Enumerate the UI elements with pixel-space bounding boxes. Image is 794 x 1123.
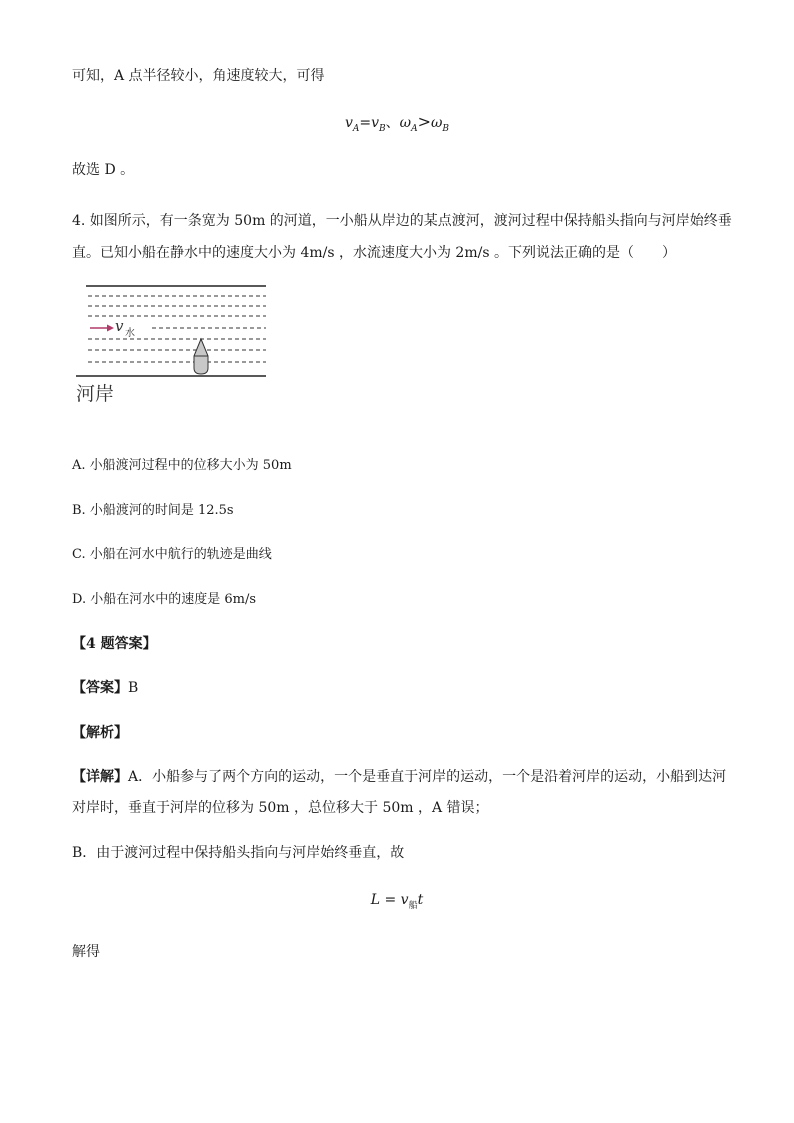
eq-wa-sub: A <box>411 123 418 134</box>
eq2-t: t <box>417 892 424 908</box>
equation-distance <box>0 890 794 916</box>
eq2-equals: = <box>380 892 401 908</box>
eq2-lhs: L <box>370 892 381 908</box>
eq-vb-sub: B <box>379 123 386 134</box>
detail-line-2: 对岸时，垂直于河岸的位移为 50m ，总位移大于 50m ，A 错误； <box>72 800 489 816</box>
detail-label: 【详解】 <box>72 769 128 785</box>
option-c: C. 小船在河水中航行的轨迹是曲线 <box>72 547 272 562</box>
question-4-stem-line-2: 直。已知小船在静水中的速度大小为 4m/s ，水流速度大小为 2m/s 。下列说法正确的是（ ） <box>72 245 676 261</box>
answer-line <box>72 678 138 698</box>
eq-separator: 、 <box>385 115 400 131</box>
eq2-v: v <box>400 892 409 908</box>
water-velocity-arrow-head <box>107 325 114 332</box>
option-a: A. 小船渡河过程中的位移大小为 50m <box>72 458 292 473</box>
water-velocity-label: v <box>115 317 124 335</box>
text-line-conclusion: 可知，A 点半径较小，角速度较大，可得 <box>72 68 325 84</box>
eq-va-sub: A <box>352 123 360 134</box>
eq2-v-sub: 船 <box>408 900 418 911</box>
text-line-solve: 解得 <box>72 944 100 960</box>
text-line-answer-d: 故选 D 。 <box>72 162 135 178</box>
water-velocity-sub: 水 <box>125 328 135 339</box>
eq-wa: ω <box>399 115 412 131</box>
detail-line-1 <box>72 767 726 787</box>
eq-wb: ω <box>430 115 443 131</box>
answer-section-header: 【4 题答案】 <box>72 636 157 652</box>
answer-value: B <box>128 680 139 696</box>
option-d: D. 小船在河水中的速度是 6m/s <box>72 592 257 607</box>
eq-greater: > <box>417 112 431 131</box>
eq-equals: = <box>359 115 372 131</box>
eq-wb-sub: B <box>442 123 450 134</box>
river-bank-label: 河岸 <box>76 383 115 405</box>
analysis-header: 【解析】 <box>72 725 128 741</box>
eq-vb: v <box>371 115 380 131</box>
river-diagram <box>72 280 272 410</box>
river-diagram-svg <box>72 280 272 410</box>
answer-label: 【答案】 <box>72 680 128 696</box>
equation-velocity-relation <box>0 112 794 139</box>
detail-line-3: B．由于渡河过程中保持船头指向与河岸始终垂直，故 <box>72 845 405 861</box>
detail-text-1: A．小船参与了两个方向的运动，一个是垂直于河岸的运动，一个是沿着河岸的运动，小船到达河 <box>128 769 727 785</box>
option-b: B. 小船渡河的时间是 12.5s <box>72 503 234 518</box>
eq-va: v <box>344 115 353 131</box>
question-4-stem-line-1: 4. 如图所示，有一条宽为 50m 的河道，一小船从岸边的某点渡河，渡河过程中保持船头指向与河岸始终垂 <box>72 213 732 229</box>
